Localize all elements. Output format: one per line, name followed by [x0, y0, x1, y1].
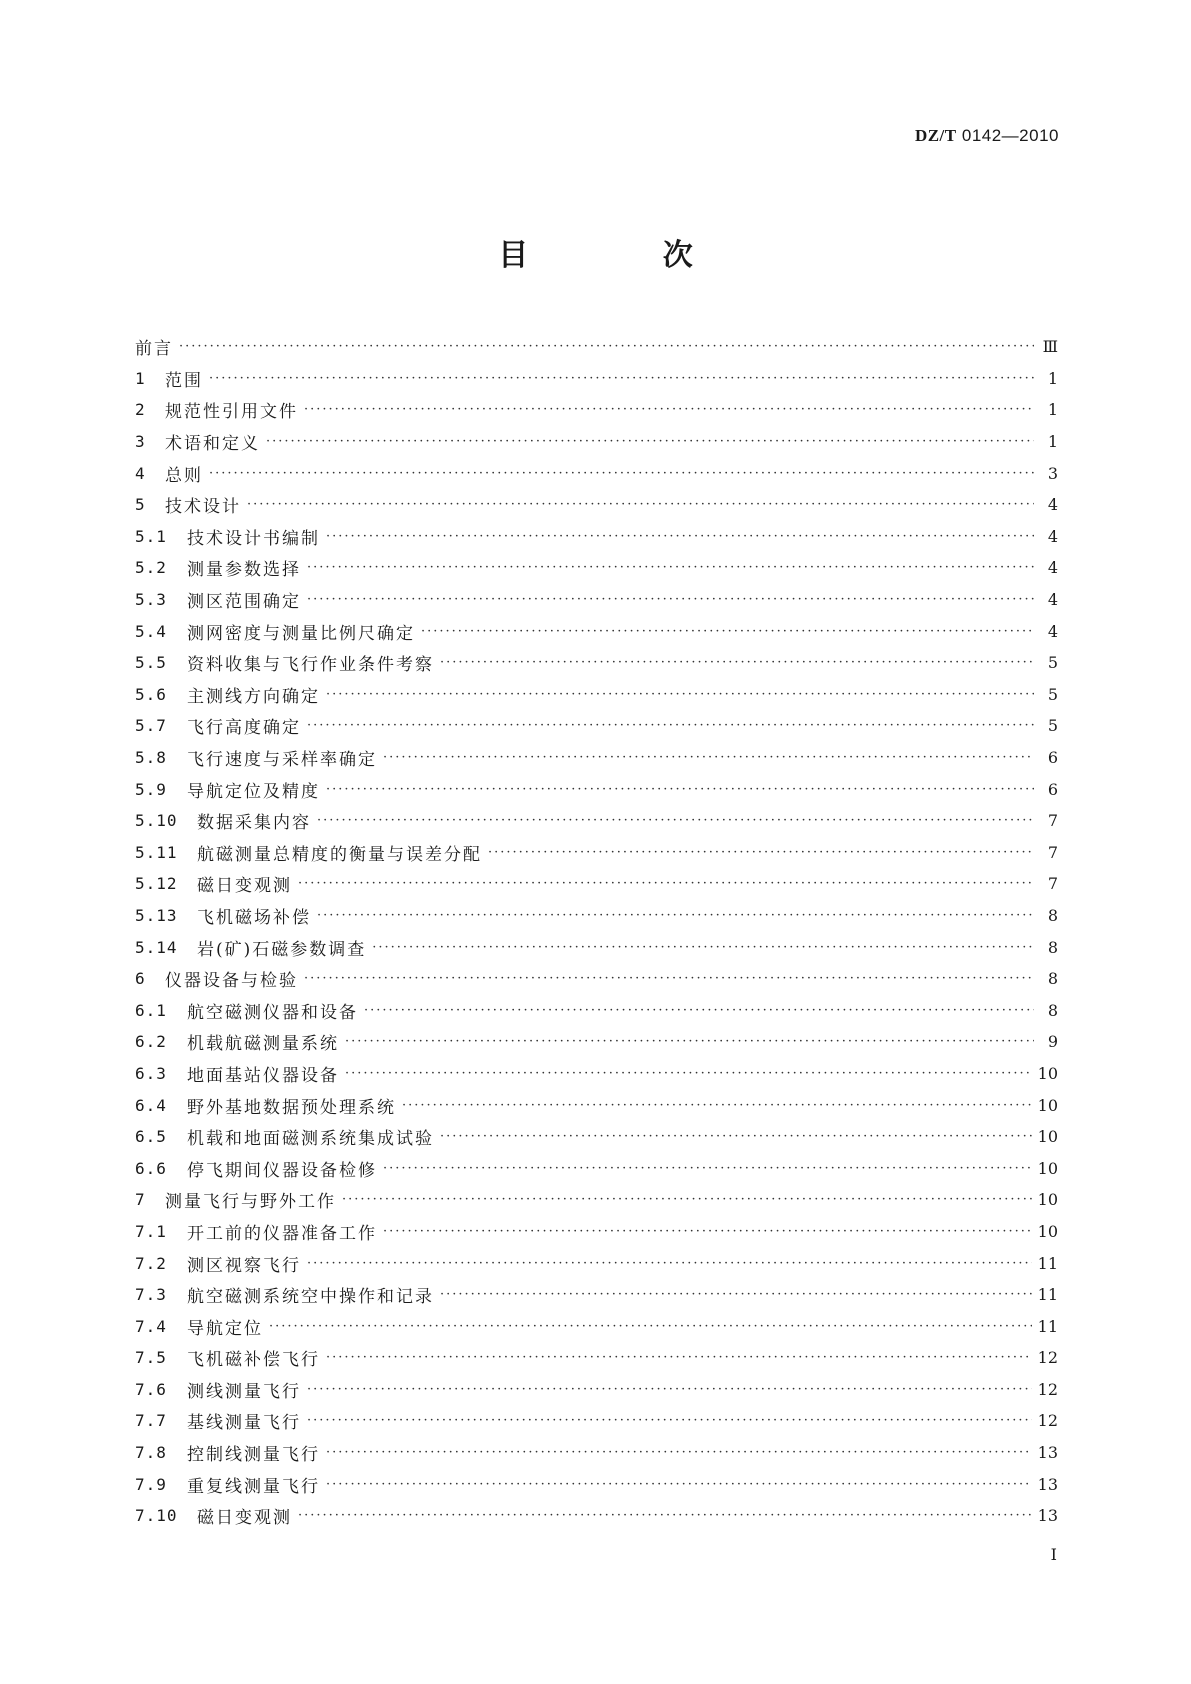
toc-dot-leader — [326, 1350, 1032, 1365]
toc-dot-leader — [345, 1034, 1034, 1049]
toc-dot-leader — [383, 1224, 1032, 1239]
toc-entry-label: 术语和定义 — [165, 434, 260, 455]
toc-entry-page: 1 — [1047, 432, 1058, 452]
toc-entry-page: 8 — [1047, 1000, 1058, 1020]
toc-entry-page: 13 — [1037, 1506, 1058, 1526]
toc-dot-leader — [266, 434, 1034, 449]
toc-entry-number: 6 — [135, 969, 146, 989]
toc-entry-page: 5 — [1047, 716, 1058, 736]
toc-entry-label: 仪器设备与检验 — [165, 971, 298, 992]
toc-entry-number: 5 — [135, 495, 146, 515]
toc-entry-label: 测线测量飞行 — [187, 1381, 301, 1402]
toc-entry-label: 导航定位 — [187, 1318, 263, 1339]
toc-entry-page: 4 — [1047, 590, 1058, 610]
document-code-number: 0142—2010 — [961, 126, 1059, 145]
toc-dot-leader — [326, 1477, 1032, 1492]
document-code-prefix: DZ/T — [914, 126, 957, 145]
toc-dot-leader — [345, 1066, 1032, 1081]
toc-dot-leader — [179, 339, 1034, 354]
toc-entry-number: 7.8 — [135, 1443, 167, 1463]
toc-entry-label: 地面基站仪器设备 — [187, 1065, 339, 1086]
toc-dot-leader — [383, 1161, 1032, 1176]
toc-entry-page: 11 — [1037, 1253, 1058, 1273]
toc-entry-label: 飞机磁场补偿 — [197, 907, 311, 928]
toc-entry-label: 飞行高度确定 — [187, 718, 301, 739]
toc-entry-number: 7.10 — [135, 1506, 178, 1526]
toc-entry-page: 10 — [1037, 1063, 1058, 1083]
toc-entry-number: 5.1 — [135, 526, 167, 546]
toc-entry-number: 7.1 — [135, 1221, 167, 1241]
toc-entry[interactable] — [135, 805, 1058, 837]
toc-entry-label: 航空磁测仪器和设备 — [187, 1002, 358, 1023]
toc-entry-page: 5 — [1047, 684, 1058, 704]
toc-entry[interactable] — [135, 1026, 1058, 1058]
toc-dot-leader — [304, 402, 1034, 417]
toc-dot-leader — [488, 845, 1034, 860]
toc-dot-leader — [326, 1445, 1032, 1460]
toc-entry[interactable] — [135, 679, 1058, 711]
toc-entry-label: 总则 — [165, 465, 203, 486]
toc-entry-page: 10 — [1037, 1095, 1058, 1115]
page-number: I — [1050, 1545, 1057, 1564]
toc-entry-page: 8 — [1047, 905, 1058, 925]
toc-entry-number: 7.7 — [135, 1411, 167, 1431]
toc-entry[interactable] — [135, 1152, 1058, 1184]
toc-entry[interactable] — [135, 1058, 1058, 1090]
toc-entry-label: 航磁测量总精度的衡量与误差分配 — [197, 844, 482, 865]
toc-dot-leader — [307, 1413, 1032, 1428]
toc-entry-number: 5.7 — [135, 716, 167, 736]
toc-entry-number: 7.6 — [135, 1379, 167, 1399]
toc-dot-leader — [326, 782, 1034, 797]
toc-dot-leader — [307, 1382, 1032, 1397]
toc-title: 目 次 — [498, 238, 755, 273]
toc-entry[interactable] — [135, 742, 1058, 774]
toc-entry-number: 6.1 — [135, 1000, 167, 1020]
toc-entry-label: 测区范围确定 — [187, 592, 301, 613]
toc-entry-number: 6.3 — [135, 1063, 167, 1083]
toc-dot-leader — [247, 497, 1034, 512]
toc-entry-page: 3 — [1047, 463, 1058, 483]
toc-entry-number: 7.5 — [135, 1348, 167, 1368]
toc-entry-label: 磁日变观测 — [197, 876, 292, 897]
toc-entry-page: 10 — [1037, 1190, 1058, 1210]
toc-entry-page: 11 — [1037, 1285, 1058, 1305]
toc-entry-number: 5.11 — [135, 842, 178, 862]
toc-entry-page: 1 — [1047, 400, 1058, 420]
toc-entry-page: 10 — [1037, 1158, 1058, 1178]
toc-entry[interactable] — [135, 773, 1058, 805]
toc-dot-leader — [209, 466, 1034, 481]
toc-entry-page: 4 — [1047, 526, 1058, 546]
toc-entry-label: 飞机磁补偿飞行 — [187, 1350, 320, 1371]
toc-entry-label: 技术设计书编制 — [187, 528, 320, 549]
toc-entry-page: 5 — [1047, 653, 1058, 673]
toc-entry-label: 飞行速度与采样率确定 — [187, 750, 377, 771]
toc-entry-number: 5.9 — [135, 779, 167, 799]
toc-dot-leader — [364, 1003, 1034, 1018]
toc-entry-number: 2 — [135, 400, 146, 420]
toc-entry[interactable] — [135, 1247, 1058, 1279]
toc-entry-number: 7.4 — [135, 1316, 167, 1336]
toc-entry-page: 4 — [1047, 495, 1058, 515]
toc-dot-leader — [269, 1319, 1032, 1334]
toc-entry-page: 12 — [1037, 1348, 1058, 1368]
toc-entry[interactable] — [135, 394, 1058, 426]
toc-entry[interactable] — [135, 931, 1058, 963]
toc-dot-leader — [304, 971, 1034, 986]
toc-entry[interactable] — [135, 900, 1058, 932]
toc-entry-number: 7.9 — [135, 1474, 167, 1494]
toc-entry-label: 范围 — [165, 370, 203, 391]
toc-entry[interactable] — [135, 710, 1058, 742]
toc-entry[interactable] — [135, 1089, 1058, 1121]
toc-entry-label: 数据采集内容 — [197, 813, 311, 834]
toc-dot-leader — [209, 371, 1034, 386]
toc-entry-label: 机载和地面磁测系统集成试验 — [187, 1129, 434, 1150]
toc-entry-label: 技术设计 — [165, 497, 241, 518]
toc-entry-label: 导航定位及精度 — [187, 781, 320, 802]
toc-dot-leader — [307, 560, 1034, 575]
toc-entry-number: 7.3 — [135, 1285, 167, 1305]
toc-entry-number: 5.14 — [135, 937, 178, 957]
toc-entry-number: 5.8 — [135, 748, 167, 768]
toc-entry-page: Ⅲ — [1042, 337, 1058, 357]
toc-entry-number: 5.10 — [135, 811, 178, 831]
toc-entry[interactable] — [135, 426, 1058, 458]
toc-entry[interactable] — [135, 615, 1058, 647]
toc-dot-leader — [326, 529, 1034, 544]
toc-entry-page: 7 — [1047, 811, 1058, 831]
toc-entry-page: 10 — [1037, 1221, 1058, 1241]
toc-entry[interactable] — [135, 1500, 1058, 1532]
toc-dot-leader — [402, 1098, 1032, 1113]
toc-dot-leader — [298, 876, 1034, 891]
toc-entry-label: 野外基地数据预处理系统 — [187, 1097, 396, 1118]
toc-entry[interactable] — [135, 552, 1058, 584]
toc-entry-number: 1 — [135, 368, 146, 388]
toc-entry-number: 6.2 — [135, 1032, 167, 1052]
toc-entry-number: 3 — [135, 432, 146, 452]
toc-entry-label: 航空磁测系统空中操作和记录 — [187, 1287, 434, 1308]
toc-entry[interactable] — [135, 457, 1058, 489]
toc-entry-label: 控制线测量飞行 — [187, 1445, 320, 1466]
toc-entry[interactable] — [135, 1310, 1058, 1342]
toc-entry-label: 重复线测量飞行 — [187, 1476, 320, 1497]
toc-dot-leader — [342, 1192, 1032, 1207]
toc-dot-leader — [326, 687, 1034, 702]
toc-entry-number: 6.5 — [135, 1127, 167, 1147]
toc-entry-page: 4 — [1047, 621, 1058, 641]
toc-entry-label: 基线测量飞行 — [187, 1413, 301, 1434]
toc-entry-page: 12 — [1037, 1379, 1058, 1399]
toc-entry[interactable] — [135, 331, 1058, 363]
toc-entry-label: 测网密度与测量比例尺确定 — [187, 623, 415, 644]
toc-entry[interactable] — [135, 1216, 1058, 1248]
toc-entry[interactable] — [135, 868, 1058, 900]
toc-entry[interactable] — [135, 1279, 1058, 1311]
toc-entry[interactable] — [135, 1374, 1058, 1406]
toc-entry-label: 前言 — [135, 339, 173, 360]
toc-dot-leader — [383, 750, 1034, 765]
toc-entry[interactable] — [135, 1121, 1058, 1153]
toc-entry-label: 磁日变观测 — [197, 1508, 292, 1529]
toc-entry-number: 5.4 — [135, 621, 167, 641]
toc-entry-page: 6 — [1047, 748, 1058, 768]
table-of-contents — [135, 331, 1058, 1532]
toc-entry-number: 5.5 — [135, 653, 167, 673]
toc-entry-label: 开工前的仪器准备工作 — [187, 1223, 377, 1244]
toc-entry-number: 5.2 — [135, 558, 167, 578]
toc-dot-leader — [307, 592, 1034, 607]
toc-entry[interactable] — [135, 837, 1058, 869]
toc-entry-label: 测量飞行与野外工作 — [165, 1192, 336, 1213]
toc-entry-label: 资料收集与飞行作业条件考察 — [187, 655, 434, 676]
toc-entry-number: 5.13 — [135, 905, 178, 925]
toc-entry-page: 1 — [1047, 368, 1058, 388]
toc-entry[interactable] — [135, 584, 1058, 616]
toc-entry[interactable] — [135, 647, 1058, 679]
toc-entry-page: 8 — [1047, 937, 1058, 957]
toc-entry[interactable] — [135, 489, 1058, 521]
toc-entry[interactable] — [135, 1437, 1058, 1469]
toc-entry-label: 岩(矿)石磁参数调查 — [197, 939, 367, 960]
toc-entry-number: 6.6 — [135, 1158, 167, 1178]
toc-entry-page: 7 — [1047, 842, 1058, 862]
toc-dot-leader — [421, 624, 1034, 639]
toc-entry[interactable] — [135, 963, 1058, 995]
toc-entry-label: 主测线方向确定 — [187, 686, 320, 707]
document-code — [915, 126, 1059, 146]
toc-dot-leader — [298, 1508, 1032, 1523]
toc-dot-leader — [440, 655, 1034, 670]
toc-entry[interactable] — [135, 1468, 1058, 1500]
toc-entry-number: 7.2 — [135, 1253, 167, 1273]
toc-dot-leader — [372, 940, 1034, 955]
toc-entry[interactable] — [135, 1184, 1058, 1216]
toc-dot-leader — [307, 1256, 1032, 1271]
toc-entry-page: 9 — [1047, 1032, 1058, 1052]
toc-entry-label: 停飞期间仪器设备检修 — [187, 1160, 377, 1181]
toc-entry-number: 5.3 — [135, 590, 167, 610]
toc-entry[interactable] — [135, 1405, 1058, 1437]
toc-entry[interactable] — [135, 994, 1058, 1026]
toc-entry[interactable] — [135, 1342, 1058, 1374]
toc-dot-leader — [307, 718, 1034, 733]
toc-entry-number: 5.6 — [135, 684, 167, 704]
toc-entry-number: 5.12 — [135, 874, 178, 894]
toc-entry-page: 10 — [1037, 1127, 1058, 1147]
toc-entry-page: 12 — [1037, 1411, 1058, 1431]
toc-entry-page: 6 — [1047, 779, 1058, 799]
toc-entry-label: 机载航磁测量系统 — [187, 1034, 339, 1055]
toc-dot-leader — [317, 813, 1034, 828]
toc-entry-number: 4 — [135, 463, 146, 483]
toc-dot-leader — [317, 908, 1034, 923]
toc-entry-page: 7 — [1047, 874, 1058, 894]
toc-entry[interactable] — [135, 363, 1058, 395]
toc-entry-page: 13 — [1037, 1474, 1058, 1494]
toc-entry-label: 规范性引用文件 — [165, 402, 298, 423]
toc-entry-label: 测区视察飞行 — [187, 1255, 301, 1276]
toc-dot-leader — [440, 1287, 1032, 1302]
toc-entry-number: 7 — [135, 1190, 146, 1210]
toc-entry-page: 8 — [1047, 969, 1058, 989]
toc-entry-number: 6.4 — [135, 1095, 167, 1115]
toc-dot-leader — [440, 1129, 1032, 1144]
toc-entry[interactable] — [135, 521, 1058, 553]
toc-entry-label: 测量参数选择 — [187, 560, 301, 581]
toc-entry-page: 11 — [1037, 1316, 1058, 1336]
toc-entry-page: 13 — [1037, 1443, 1058, 1463]
toc-entry-page: 4 — [1047, 558, 1058, 578]
